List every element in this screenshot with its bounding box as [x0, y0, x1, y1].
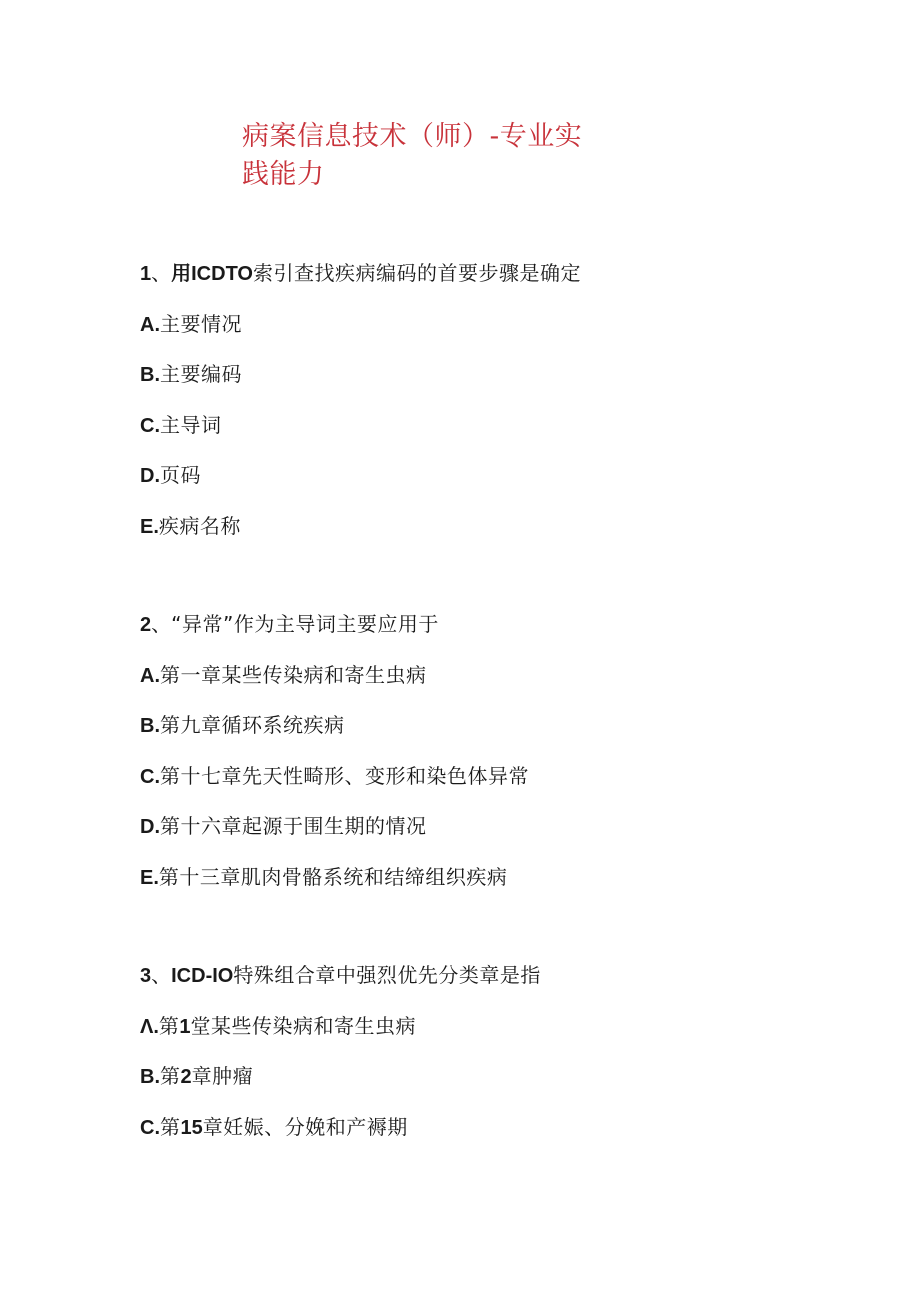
- option-text: 页码: [160, 463, 201, 487]
- option-chapter-number: 2: [180, 1066, 192, 1088]
- question-text: “异常”作为主导词主要应用于: [171, 612, 439, 636]
- question-separator: 、: [151, 261, 172, 285]
- option-text: 第十三章肌肉骨骼系统和结缔组织疾病: [158, 865, 508, 889]
- option-text: 堂某些传染病和寄生虫病: [190, 1014, 417, 1038]
- question-2-option-a: [140, 661, 427, 690]
- option-text: 第一章某些传染病和寄生虫病: [160, 663, 427, 687]
- option-letter: D.: [140, 816, 160, 838]
- option-text: 章妊娠、分娩和产褥期: [202, 1115, 408, 1139]
- option-letter: Λ.: [140, 1016, 159, 1038]
- question-3-option-a: [140, 1012, 416, 1041]
- question-code: ICD-IO: [171, 965, 234, 987]
- option-text: 疾病名称: [158, 514, 241, 538]
- question-1-option-c: [140, 411, 222, 440]
- option-text-prefix: 第: [160, 1115, 181, 1139]
- question-1-stem: [140, 259, 581, 288]
- question-1-option-e: [140, 512, 241, 541]
- option-chapter-number: 15: [180, 1117, 203, 1139]
- option-text: 主导词: [160, 413, 222, 437]
- question-2-option-e: [140, 863, 507, 892]
- question-2-option-d: [140, 812, 427, 841]
- question-2-option-b: [140, 711, 345, 740]
- option-letter: D.: [140, 465, 160, 487]
- option-text: 第十七章先天性畸形、变形和染色体异常: [160, 764, 529, 788]
- option-text: 主要编码: [160, 362, 242, 386]
- option-letter: C.: [140, 766, 160, 788]
- question-number: 3: [140, 965, 152, 987]
- option-text: 主要情况: [160, 312, 242, 336]
- option-letter: B.: [140, 715, 160, 737]
- option-letter: E.: [140, 867, 159, 889]
- option-text-prefix: 第: [158, 1014, 180, 1038]
- option-letter: E.: [140, 516, 159, 538]
- option-letter: C.: [140, 1117, 160, 1139]
- question-number: 2: [140, 614, 152, 636]
- question-2-option-c: [140, 762, 529, 791]
- option-letter: C.: [140, 415, 160, 437]
- question-1-option-a: [140, 310, 242, 339]
- option-text-prefix: 第: [160, 1064, 181, 1088]
- question-3-stem: [140, 961, 541, 990]
- option-text: 章肿瘤: [191, 1064, 254, 1088]
- option-chapter-number: 1: [179, 1016, 191, 1038]
- question-code: 用ICDTO: [171, 263, 253, 285]
- option-letter: B.: [140, 1066, 160, 1088]
- option-text: 第十六章起源于围生期的情况: [160, 814, 427, 838]
- question-1-option-b: [140, 360, 242, 389]
- question-text: 特殊组合章中强烈优先分类章是指: [233, 963, 541, 987]
- option-text: 第九章循环系统疾病: [160, 713, 345, 737]
- question-text: 索引查找疾病编码的首要步骤是确定: [252, 261, 581, 285]
- document-title: 病案信息技术（师）-专业实践能力: [242, 121, 583, 190]
- option-letter: A.: [140, 314, 160, 336]
- question-3-option-c: [140, 1113, 408, 1142]
- question-1-option-d: [140, 461, 201, 490]
- option-letter: A.: [140, 665, 160, 687]
- option-letter: B.: [140, 364, 160, 386]
- question-2-stem: [140, 610, 439, 639]
- question-number: 1: [140, 263, 152, 285]
- question-separator: 、: [151, 963, 172, 987]
- question-3-option-b: [140, 1062, 253, 1091]
- question-separator: 、: [151, 612, 172, 636]
